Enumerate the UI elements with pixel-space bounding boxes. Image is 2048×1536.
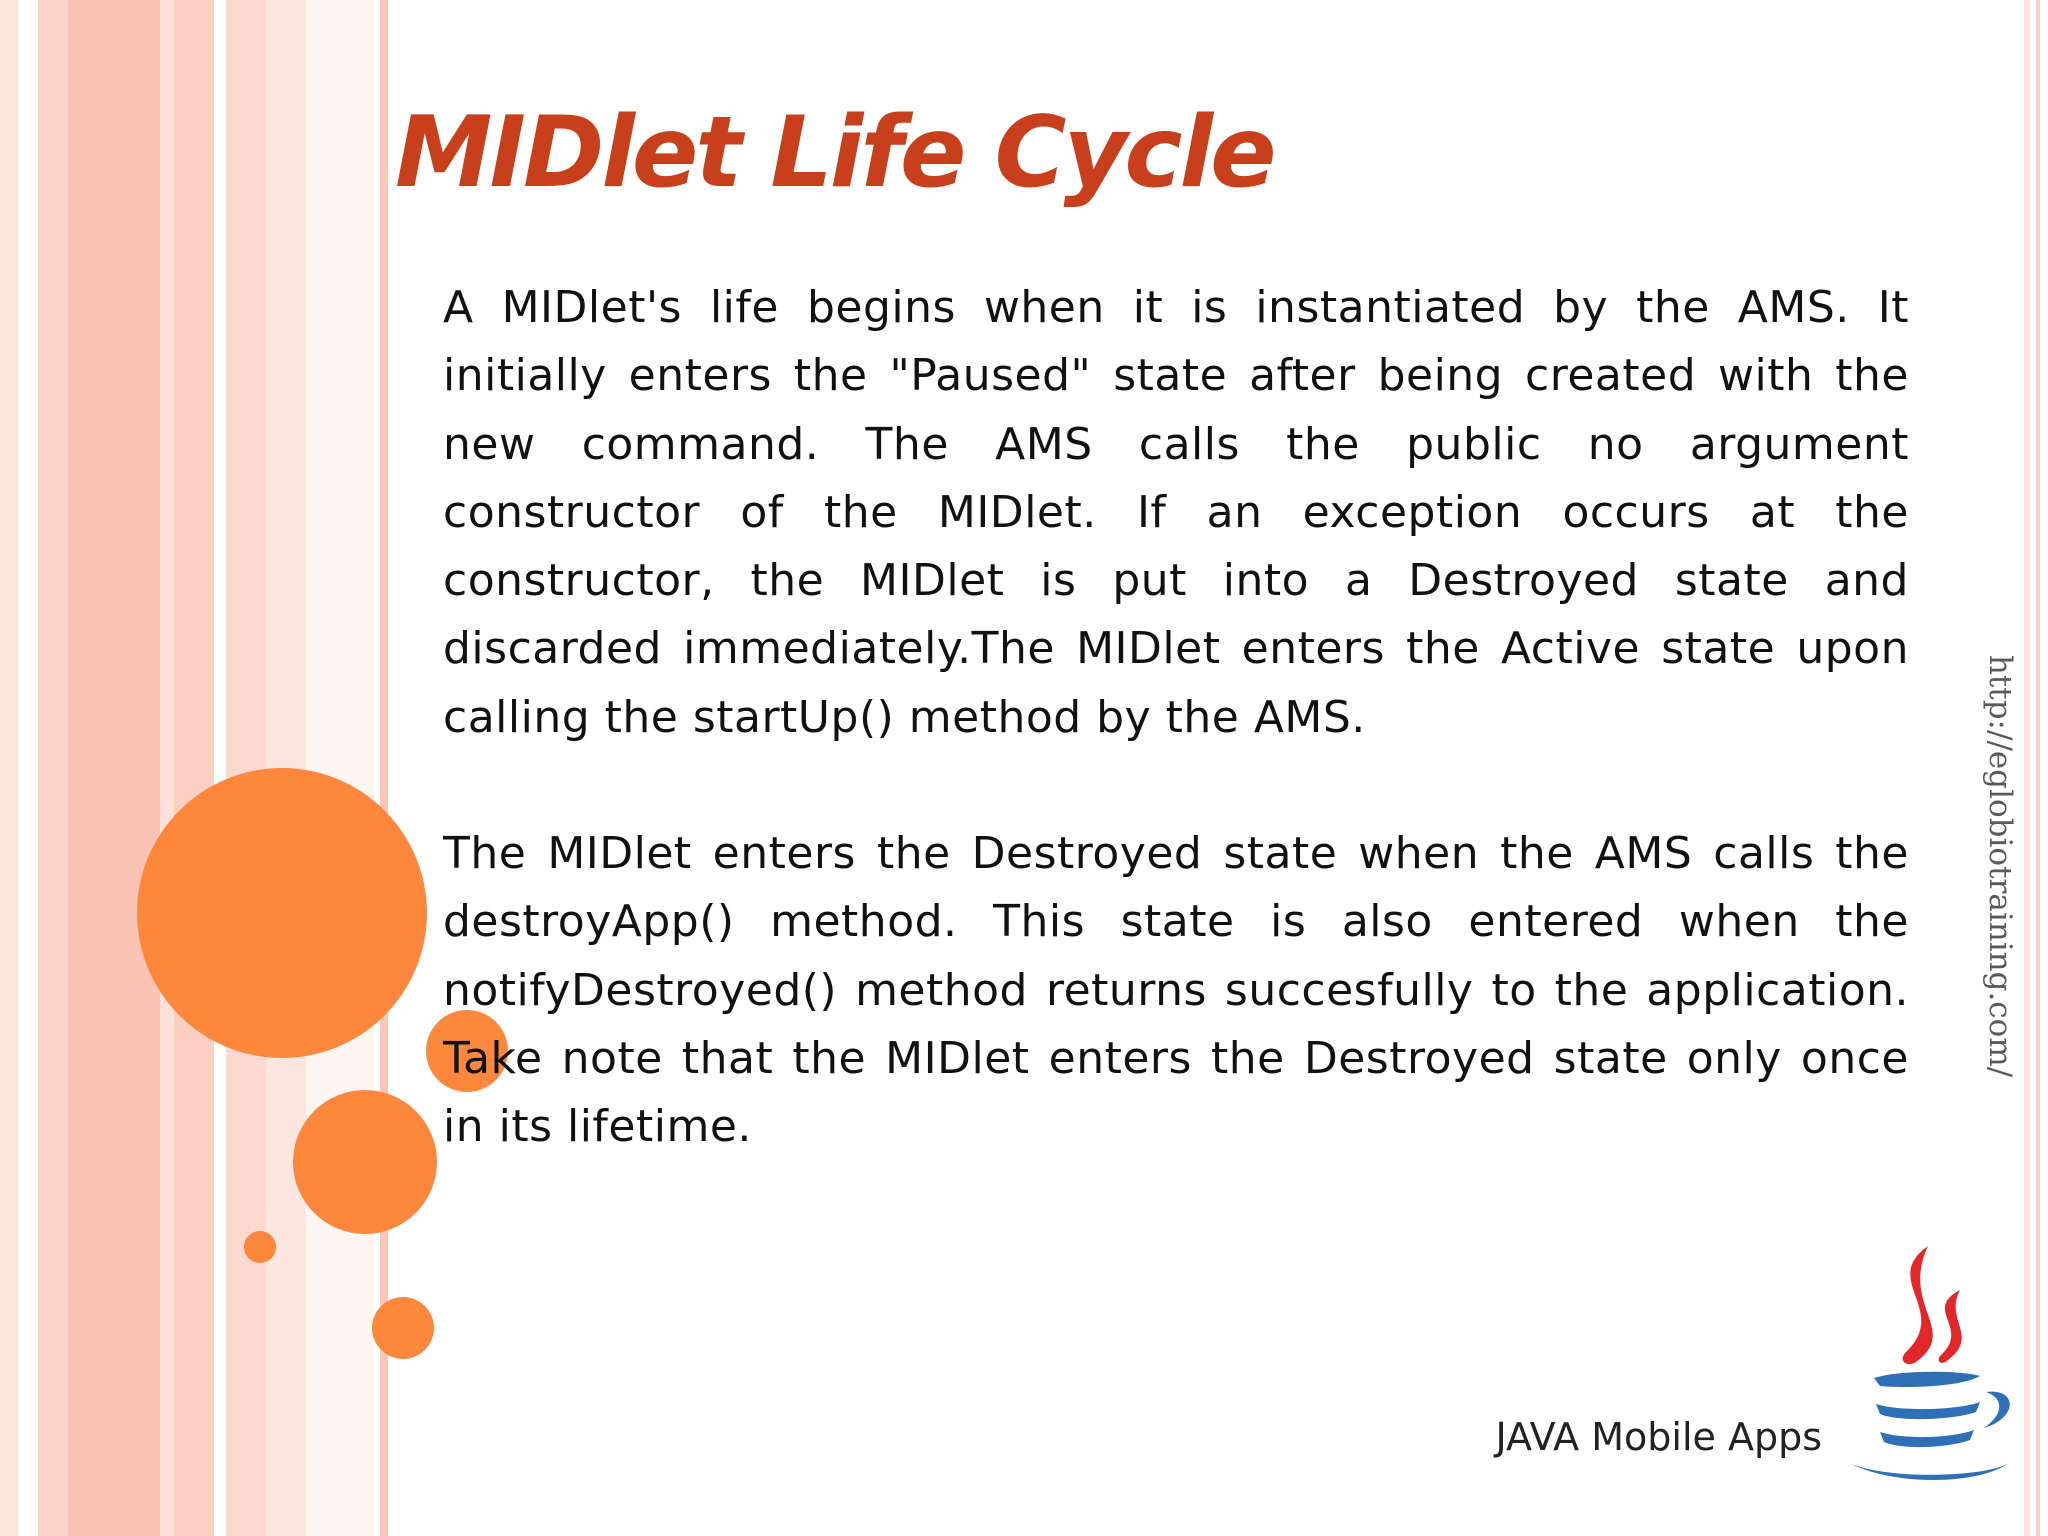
stripe-band — [68, 0, 160, 1536]
stripe-band — [18, 0, 38, 1536]
java-cup-band-3 — [1880, 1430, 1974, 1447]
stripe-band-right — [2024, 0, 2030, 1536]
java-coffee-cup-icon — [1840, 1240, 2020, 1500]
stripe-band — [214, 0, 226, 1536]
side-url-watermark: http://eglobiotraining.com/ — [1982, 654, 2018, 1078]
java-cup-band-1 — [1874, 1372, 1980, 1387]
stripe-band-right — [2036, 0, 2040, 1536]
stripe-band — [174, 0, 214, 1536]
body-text — [443, 274, 1909, 1162]
java-saucer — [1848, 1462, 2010, 1480]
java-steam-secondary — [1939, 1290, 1962, 1363]
java-cup-handle — [1984, 1392, 2010, 1428]
paragraph-destroyed-state: The MIDlet enters the Destroyed state when the AMS calls the destroyApp() method. This state is also entered when the notifyDestroyed() method returns succesfully to the application. Take note that the MIDlet enters the Destroyed state only once in its lifetime. — [443, 828, 1909, 1153]
stripe-band — [306, 0, 374, 1536]
java-steam-main — [1903, 1246, 1933, 1364]
stripe-band — [38, 0, 68, 1536]
paragraph-lifecycle-start: A MIDlet's life begins when it is instantiated by the AMS. It initially enters the "Paused" state after being created with the new command. The AMS calls the public no argument constructor of the MIDlet. If an exception occurs at the constructor, the MIDlet is put into a Destroyed state and discarded immediately.The MIDlet enters the Active state upon calling the startUp() method by the AMS. — [443, 282, 1909, 743]
decor-circle — [244, 1231, 276, 1263]
java-cup-band-2 — [1876, 1402, 1980, 1419]
slide-title: MIDlet Life Cycle — [395, 96, 1274, 210]
decor-circle — [137, 768, 427, 1058]
stripe-band — [160, 0, 174, 1536]
stripe-band — [0, 0, 18, 1536]
decor-circle — [372, 1297, 434, 1359]
footer-label: JAVA Mobile Apps — [1495, 1415, 1822, 1459]
stripe-band — [226, 0, 266, 1536]
decor-circle — [293, 1090, 437, 1234]
